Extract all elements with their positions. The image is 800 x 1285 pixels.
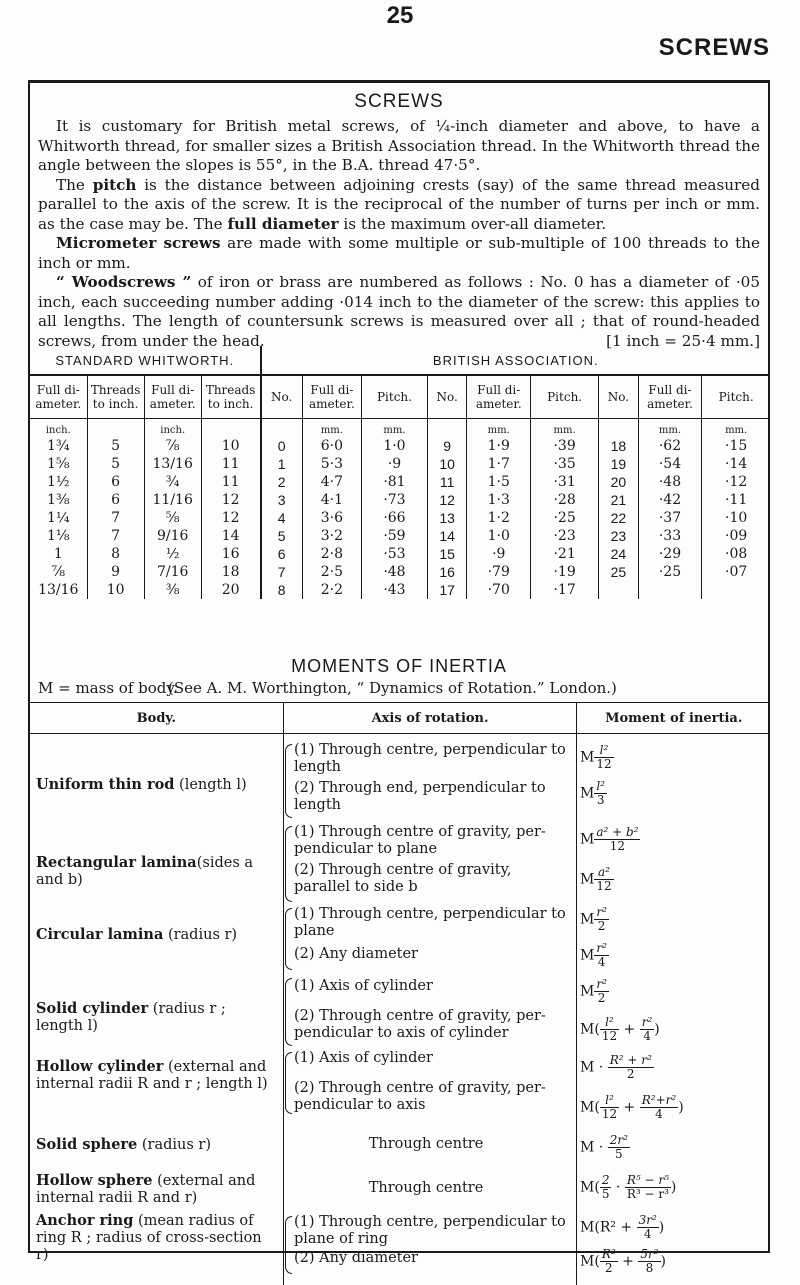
ba-number: 21: [599, 491, 639, 509]
solid-cyl-label: Solid cylinder (radius r ; length l): [36, 1000, 226, 1034]
formula-anchor-diameter: M( $\frac{\text{R²}}{2}$ + $\frac{\text{5r²}}{8}$ ): [580, 1247, 666, 1275]
whitworth-threads-a: 9: [87, 563, 144, 581]
table-row: [30, 545, 770, 563]
ba-pitch: [702, 581, 770, 599]
col-pitch: Pitch.: [531, 375, 599, 419]
brace: [285, 978, 292, 1046]
table-row: [30, 455, 770, 473]
formula-rod-end: M $\frac{\text{l²}}{3}$: [580, 779, 605, 807]
formula-solid-cyl-cg: M( $\frac{\text{l²}}{12}$ + $\frac{\text{r²}}{4}$ ): [580, 1015, 660, 1043]
rod-axis-1: (1) Through centre, perpendicular to length: [294, 742, 566, 775]
ba-number: 11: [427, 473, 467, 491]
screw-table-body: [30, 437, 770, 599]
ba-pitch: ·08: [725, 546, 748, 562]
whitworth-diameter-a: 1⅜: [30, 491, 87, 509]
ba-number: 5: [261, 527, 303, 545]
ba-diameter: 1·5: [467, 473, 531, 491]
screws-section: [35, 91, 761, 1275]
ba-pitch: ·9: [362, 455, 428, 473]
page-number: 25: [386, 2, 414, 29]
anchor-ring-label: Anchor ring (mean radius of ring R ; radius of cross-section r): [36, 1212, 262, 1263]
solid-cyl-axis-1: (1) Axis of cylinder: [294, 978, 433, 994]
table-row: [30, 527, 770, 545]
unit-label: mm.: [467, 419, 531, 438]
whitworth-diameter-b: 9/16: [144, 527, 201, 545]
formula-hollow-cyl-axis: M · $\frac{\text{R² + r²}}{2}$: [580, 1053, 652, 1081]
brace: [285, 1216, 292, 1274]
pitch-term: pitch: [92, 175, 137, 194]
col-no: No.: [599, 375, 639, 419]
table-row: [30, 509, 770, 527]
whitworth-diameter-a: 1⅝: [30, 455, 87, 473]
rod-label: Uniform thin rod (length l): [36, 776, 247, 793]
ba-header: BRITISH ASSOCIATION.: [261, 346, 770, 375]
rect-axis-1: (1) Through centre of gravity, per-pendicular to plane: [294, 824, 546, 857]
whitworth-diameter-b: ⅞: [144, 437, 201, 455]
unit-label: mm.: [725, 424, 748, 436]
col-axis: Axis of rotation.: [283, 703, 577, 734]
ba-diameter: 1·2: [467, 509, 531, 527]
formula-circ-diameter: M $\frac{\text{r²}}{4}$: [580, 941, 607, 969]
ba-pitch: ·35: [531, 455, 599, 473]
unit-label: mm.: [302, 419, 361, 438]
ba-number: 8: [261, 581, 303, 599]
whitworth-threads-a: 5: [87, 437, 144, 455]
ba-number: 7: [261, 563, 303, 581]
running-head: SCREWS: [658, 34, 770, 61]
ba-pitch: ·12: [725, 474, 748, 490]
circ-axis-1: (1) Through centre, perpendicular to plane: [294, 906, 566, 939]
page-frame: [28, 80, 770, 1275]
formula-rect-cg: M $\frac{\text{a² + b²}}{12}$: [580, 825, 639, 853]
hollow-cyl-label: Hollow cylinder (external and internal radii R and r ; length l): [36, 1058, 268, 1092]
inch-mm-note: [1 inch = 25·4 mm.]: [606, 331, 760, 350]
formula-rod-centre: M $\frac{\text{l²}}{12}$: [580, 743, 612, 771]
formula-solid-cyl-axis: M $\frac{\text{r²}}{2}$: [580, 977, 607, 1005]
whitworth-threads-a: 7: [87, 527, 144, 545]
whitworth-diameter-b: 7/16: [144, 563, 201, 581]
table-row: [30, 491, 770, 509]
ba-pitch: ·07: [725, 564, 748, 580]
table-row: [30, 581, 770, 599]
col-threads: Threads to inch.: [87, 375, 144, 419]
ba-pitch: ·11: [725, 492, 748, 508]
brace: [285, 826, 292, 902]
ba-diameter: ·62: [638, 437, 702, 455]
ba-pitch: ·43: [362, 581, 428, 599]
whitworth-threads-b: 12: [201, 509, 260, 527]
ba-diameter: 1·7: [467, 455, 531, 473]
ba-number: 6: [261, 545, 303, 563]
ba-diameter: 3·2: [302, 527, 361, 545]
ba-pitch: ·10: [725, 510, 748, 526]
whitworth-threads-a: 10: [87, 581, 144, 599]
whitworth-diameter-a: 1¼: [30, 509, 87, 527]
ba-diameter: 3·6: [302, 509, 361, 527]
brace: [285, 1052, 292, 1114]
ba-pitch: ·53: [362, 545, 428, 563]
whitworth-diameter-a: ⅞: [30, 563, 87, 581]
ba-number: 24: [599, 545, 639, 563]
ba-number: 0: [261, 437, 303, 455]
ba-diameter: 6·0: [302, 437, 361, 455]
ba-pitch: ·31: [531, 473, 599, 491]
formula-rect-side: M $\frac{\text{a²}}{12}$: [580, 865, 612, 893]
circ-label: Circular lamina (radius r): [36, 926, 238, 943]
woodscrews-paragraph: “ Woodscrews ” of iron or brass are numbered as follows : No. 0 has a diameter of ·05 inch, each succeeding number adding ·014 inch to the diameter of the screw: this applies to all lengths. The length of countersunk screws is measured over all ; that of round-headed screws, from under the head. [1 inch = 25·4 mm.]: [38, 273, 760, 350]
ba-pitch: ·25: [531, 509, 599, 527]
whitworth-diameter-a: 1: [30, 545, 87, 563]
hollow-cyl-axis-2: (2) Through centre of gravity, per-pendicular to axis: [294, 1080, 546, 1113]
whitworth-header: STANDARD WHITWORTH.: [30, 346, 261, 375]
unit-label: mm.: [638, 419, 702, 438]
ba-diameter: 2·2: [302, 581, 361, 599]
intro-paragraph: It is customary for British metal screws, of ¼-inch diameter and above, to have a Whitworth thread, for smaller sizes a British Association thread. In the Whitworth thread the angle between the slopes is 55°, in the B.A. thread 47·5°.: [38, 117, 760, 174]
ba-number: 4: [261, 509, 303, 527]
circ-axis-2: (2) Any diameter: [294, 946, 418, 962]
brace: [285, 744, 292, 818]
rod-axis-2: (2) Through end, perpendicular to length: [294, 780, 546, 813]
ba-pitch: ·21: [531, 545, 599, 563]
ba-number: 23: [599, 527, 639, 545]
solid-sphere-label: Solid sphere (radius r): [36, 1136, 212, 1153]
whitworth-threads-a: 7: [87, 509, 144, 527]
ba-number: 20: [599, 473, 639, 491]
ba-pitch: ·19: [531, 563, 599, 581]
ba-pitch: ·48: [362, 563, 428, 581]
full-diameter-term: full diameter: [227, 214, 339, 233]
ba-pitch: 1·0: [362, 437, 428, 455]
ba-pitch: ·39: [531, 437, 599, 455]
formula-solid-sphere: M · $\frac{\text{2r²}}{5}$: [580, 1133, 628, 1161]
whitworth-threads-b: 10: [201, 437, 260, 455]
mass-definition: M = mass of body.: [38, 679, 178, 697]
col-full-diameter: Full di-ameter.: [302, 375, 361, 419]
woodscrews-term: “ Woodscrews ”: [56, 273, 192, 291]
moi-subtitle: [38, 679, 760, 697]
ba-number: 25: [599, 563, 639, 581]
ba-diameter: 1·0: [467, 527, 531, 545]
ba-diameter: ·54: [638, 455, 702, 473]
ba-number: 17: [427, 581, 467, 599]
ba-number: 10: [427, 455, 467, 473]
moi-title: MOMENTS OF INERTIA: [291, 656, 507, 676]
unit-label: mm.: [362, 419, 428, 438]
solid-cyl-axis-2: (2) Through centre of gravity, per-pendicular to axis of cylinder: [294, 1008, 546, 1041]
col-moment: Moment of inertia.: [577, 703, 770, 734]
whitworth-diameter-b: 11/16: [144, 491, 201, 509]
anchor-axis-1: (1) Through centre, perpendicular to plane of ring: [294, 1214, 566, 1247]
ba-number: 13: [427, 509, 467, 527]
whitworth-diameter-b: ⅜: [144, 581, 201, 599]
whitworth-threads-a: 6: [87, 491, 144, 509]
ba-pitch: ·15: [725, 438, 748, 454]
unit-label: inch.: [144, 419, 201, 438]
ba-number: 1: [261, 455, 303, 473]
ba-diameter: 4·7: [302, 473, 361, 491]
pitch-paragraph: The pitch is the distance between adjoining crests (say) of the same thread measured parallel to the axis of the screw. It is the reciprocal of the number of turns per inch or mm. as the case may be. The full diameter is the maximum over-all diameter.: [38, 175, 760, 233]
whitworth-threads-a: 8: [87, 545, 144, 563]
ba-pitch: ·14: [725, 456, 748, 472]
micrometer-paragraph: Micrometer screws are made with some multiple or sub-multiple of 100 threads to the inch or mm.: [38, 234, 761, 272]
ba-diameter: 2·8: [302, 545, 361, 563]
whitworth-diameter-b: ¾: [144, 473, 201, 491]
ba-pitch: ·28: [531, 491, 599, 509]
ba-diameter: 2·5: [302, 563, 361, 581]
col-pitch: Pitch.: [362, 375, 428, 419]
table-row: [30, 473, 770, 491]
whitworth-diameter-a: 1½: [30, 473, 87, 491]
ba-pitch: ·81: [362, 473, 428, 491]
whitworth-threads-b: 20: [201, 581, 260, 599]
ba-pitch: ·59: [362, 527, 428, 545]
ba-pitch: ·73: [362, 491, 428, 509]
micrometer-term: Micrometer screws: [56, 234, 221, 252]
rect-axis-2: (2) Through centre of gravity, parallel to side b: [294, 862, 512, 895]
ba-diameter: ·25: [638, 563, 702, 581]
col-pitch: Pitch.: [702, 375, 770, 419]
ba-diameter: ·29: [638, 545, 702, 563]
ba-diameter: [638, 581, 702, 599]
anchor-axis-2: (2) Any diameter: [294, 1250, 418, 1266]
ba-number: 22: [599, 509, 639, 527]
col-full-diameter: Full di-ameter.: [144, 375, 201, 419]
whitworth-diameter-a: 1¾: [30, 437, 87, 455]
reference-citation: (See A. M. Worthington, “ Dynamics of Rotation.” London.): [168, 679, 617, 697]
whitworth-diameter-a: 1⅛: [30, 527, 87, 545]
col-no: No.: [261, 375, 303, 419]
brace: [285, 908, 292, 970]
ba-diameter: 1·3: [467, 491, 531, 509]
ba-pitch: ·17: [531, 581, 599, 599]
hollow-cyl-axis-1: (1) Axis of cylinder: [294, 1050, 433, 1066]
whitworth-diameter-b: ½: [144, 545, 201, 563]
ba-diameter: ·33: [638, 527, 702, 545]
solid-sphere-axis: Through centre: [368, 1136, 484, 1152]
col-full-diameter: Full di-ameter.: [638, 375, 702, 419]
ba-number: 3: [261, 491, 303, 509]
whitworth-threads-b: 16: [201, 545, 260, 563]
col-threads: Threads to inch.: [201, 375, 260, 419]
whitworth-threads-b: 11: [201, 455, 260, 473]
whitworth-diameter-b: 13/16: [144, 455, 201, 473]
ba-number: [599, 581, 639, 599]
whitworth-threads-a: 6: [87, 473, 144, 491]
ba-diameter: ·48: [638, 473, 702, 491]
ba-number: 15: [427, 545, 467, 563]
hollow-sphere-label: Hollow sphere (external and internal radii R and r): [36, 1172, 256, 1206]
ba-diameter: ·42: [638, 491, 702, 509]
col-full-diameter: Full di-ameter.: [467, 375, 531, 419]
ba-pitch: ·09: [725, 528, 748, 544]
formula-anchor-plane: M(R² + $\frac{\text{3r²}}{4}$ ): [580, 1213, 665, 1241]
ba-number: 2: [261, 473, 303, 491]
hollow-sphere-axis: Through centre: [368, 1180, 484, 1196]
formula-hollow-cyl-cg: M( $\frac{\text{l²}}{12}$ + $\frac{\text{R²+r²}}{4}$ ): [580, 1093, 684, 1121]
moi-rows: [30, 732, 770, 1281]
whitworth-threads-b: 12: [201, 491, 260, 509]
col-body: Body.: [30, 703, 283, 734]
rect-label: Rectangular lamina(sides a and b): [36, 854, 254, 888]
ba-diameter: 5·3: [302, 455, 361, 473]
ba-pitch: ·23: [531, 527, 599, 545]
col-full-diameter: Full di-ameter.: [30, 375, 87, 419]
section-title: SCREWS: [354, 91, 444, 112]
ba-number: 12: [427, 491, 467, 509]
formula-circ-centre: M $\frac{\text{r²}}{2}$: [580, 905, 607, 933]
ba-number: 16: [427, 563, 467, 581]
ba-diameter: 4·1: [302, 491, 361, 509]
ba-diameter: ·79: [467, 563, 531, 581]
ba-pitch: ·66: [362, 509, 428, 527]
unit-label: mm.: [531, 419, 599, 438]
table-row: [30, 437, 770, 455]
ba-diameter: ·9: [467, 545, 531, 563]
table-row: [30, 563, 770, 581]
ba-diameter: ·70: [467, 581, 531, 599]
col-no: No.: [427, 375, 467, 419]
whitworth-threads-b: 14: [201, 527, 260, 545]
whitworth-threads-b: 18: [201, 563, 260, 581]
ba-number: 18: [599, 437, 639, 455]
screw-thread-table: [30, 346, 770, 599]
whitworth-threads-b: 11: [201, 473, 260, 491]
ba-number: 19: [599, 455, 639, 473]
whitworth-diameter-a: 13/16: [30, 581, 87, 599]
unit-label: inch.: [30, 419, 87, 438]
whitworth-threads-a: 5: [87, 455, 144, 473]
ba-number: 14: [427, 527, 467, 545]
ba-diameter: ·37: [638, 509, 702, 527]
whitworth-diameter-b: ⅝: [144, 509, 201, 527]
ba-number: 9: [427, 437, 467, 455]
formula-hollow-sphere: M( $\frac{2}{5}$ · $\frac{\text{R⁵ − r⁵}}{\text{R³ − r³}}$ ): [580, 1173, 677, 1201]
ba-diameter: 1·9: [467, 437, 531, 455]
